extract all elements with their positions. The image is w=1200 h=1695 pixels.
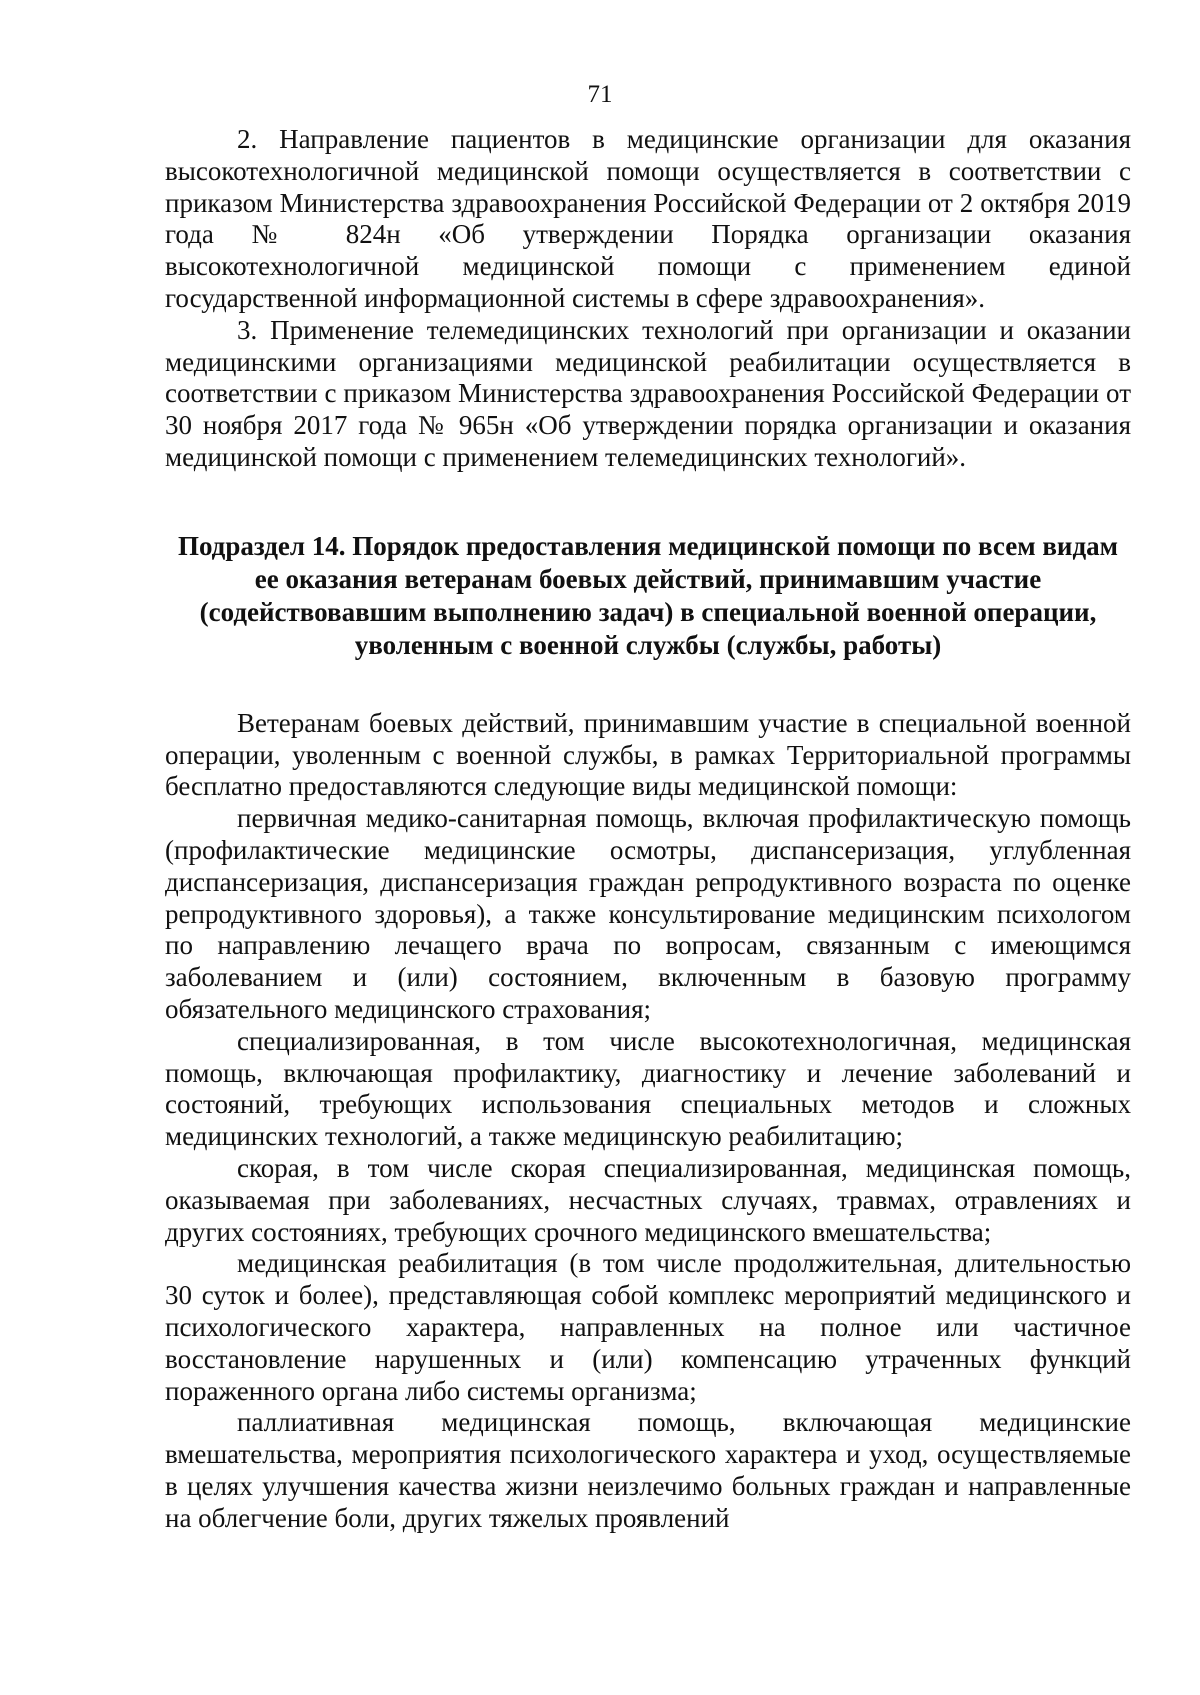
paragraph-emergency-care: скорая, в том числе скорая специализированная, медицинская помощь, оказываемая при заболеваниях, несчастных случаях, травмах, отравлениях и других состояниях, требующих срочного медицинского вмешательства; [165, 1152, 1131, 1247]
page-number: 71 [587, 81, 613, 108]
paragraph-rehabilitation: медицинская реабилитация (в том числе продолжительная, длительностью 30 суток и более), представляющая собой комплекс мероприятий медицинского и психологического характера, направленных на полное или частичное восстановление нарушенных и (или) компенсацию утраченных функций пораженного органа либо системы организма; [165, 1248, 1131, 1406]
paragraph-intro: Ветеранам боевых действий, принимавшим участие в специальной военной операции, уволенным с военной службы, в рамках Территориальной программы бесплатно предоставляются следующие виды медицинской помощи: [165, 707, 1131, 802]
paragraph-primary-care: первичная медико-санитарная помощь, включая профилактическую помощь (профилактические медицинские осмотры, диспансеризация, углубленная диспансеризация, диспансеризация граждан репродуктивного возраста по оценке репродуктивного здоровья), а также консультирование медицинским психологом по направлению лечащего врача по вопросам, связанным с имеющимся заболеванием и (или) состоянием, включенным в базовую программу обязательного медицинского страхования; [165, 803, 1131, 1024]
paragraph-item-2: 2. Направление пациентов в медицинские организации для оказания высокотехнологичной медицинской помощи осуществляется в соответствии с приказом Министерства здравоохранения Российской Федерации от 2 октября 2019 года № 824н «Об утверждении Порядка организации оказания высокотехнологичной медицинской помощи с применением единой государственной информационной системы в сфере здравоохранения». [165, 124, 1131, 313]
document-body [165, 124, 1131, 1534]
paragraph-specialized-care: специализированная, в том числе высокотехнологичная, медицинская помощь, включающая профилактику, диагностику и лечение заболеваний и состояний, требующих использования специальных методов и сложных медицинских технологий, а также медицинскую реабилитацию; [165, 1025, 1131, 1152]
section-heading: Подраздел 14. Порядок предоставления медицинской помощи по всем видам ее оказания ветеранам боевых действий, принимавшим участие (содействовавшим выполнению задач) в специальной военной операции, уволенным с военной службы (службы, работы) [177, 530, 1119, 660]
paragraph-palliative-care: паллиативная медицинская помощь, включающая медицинские вмешательства, мероприятия психологического характера и уход, осуществляемые в целях улучшения качества жизни неизлечимо больных граждан и направленные на облегчение боли, других тяжелых проявлений [165, 1407, 1131, 1533]
paragraph-item-3: 3. Применение телемедицинских технологий при организации и оказании медицинскими организациями медицинской реабилитации осуществляется в соответствии с приказом Министерства здравоохранения Российской Федерации от 30 ноября 2017 года № 965н «Об утверждении порядка организации и оказания медицинской помощи с применением телемедицинских технологий». [165, 314, 1131, 472]
